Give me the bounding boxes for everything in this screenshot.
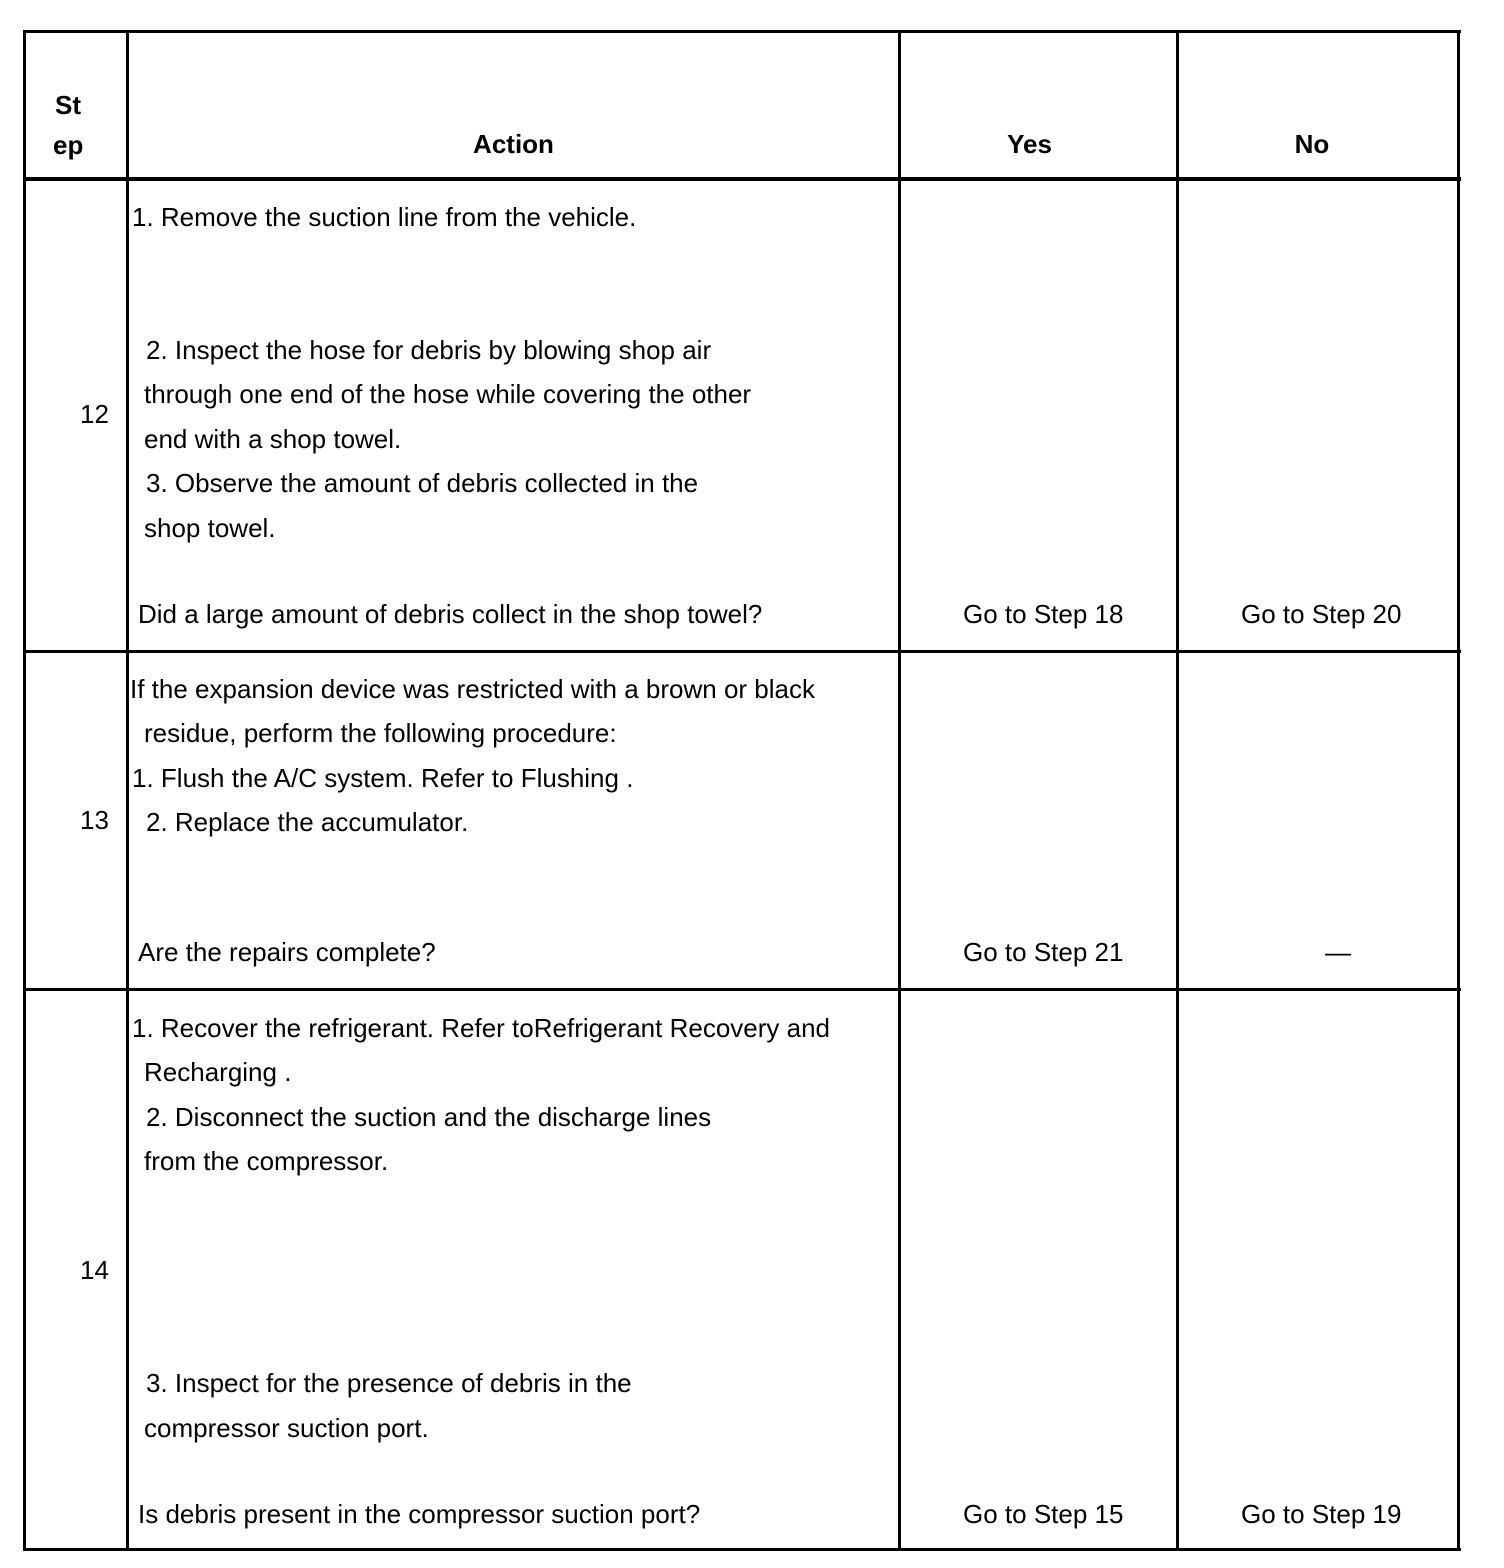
- header-yes: Yes: [1007, 129, 1052, 159]
- header-divider: [23, 177, 1461, 181]
- row-divider: [23, 988, 1461, 991]
- action-question: Is debris present in the compressor suction port?: [138, 1499, 701, 1529]
- action-line: 2. Replace the accumulator.: [146, 807, 469, 837]
- column-divider: [126, 30, 129, 1551]
- yes-result: Go to Step 18: [963, 599, 1124, 629]
- action-line: 2. Inspect the hose for debris by blowing shop air: [146, 335, 712, 365]
- table-border-left: [23, 30, 26, 1551]
- action-line: 1. Recover the refrigerant. Refer toRefrigerant Recovery and: [132, 1013, 831, 1043]
- action-line: compressor suction port.: [144, 1413, 429, 1443]
- action-line: 3. Observe the amount of debris collected in the: [146, 468, 699, 498]
- yes-result: Go to Step 21: [963, 937, 1124, 967]
- action-line: from the compressor.: [144, 1146, 389, 1176]
- action-line: Recharging .: [144, 1057, 292, 1087]
- action-question: Are the repairs complete?: [138, 937, 436, 967]
- action-line: residue, perform the following procedure:: [144, 718, 617, 748]
- action-line: 1. Flush the A/C system. Refer to Flushing .: [132, 763, 634, 793]
- header-step-line1: St: [55, 90, 81, 120]
- header-step-line2: ep: [53, 130, 84, 160]
- action-line: 1. Remove the suction line from the vehicle.: [132, 202, 637, 232]
- step-number: 13: [80, 805, 109, 835]
- yes-result: Go to Step 15: [963, 1499, 1124, 1529]
- column-divider: [898, 30, 901, 1551]
- action-line: 2. Disconnect the suction and the discharge lines: [146, 1102, 712, 1132]
- table-border-top: [23, 30, 1461, 33]
- action-question: Did a large amount of debris collect in the shop towel?: [138, 599, 763, 629]
- step-number: 14: [80, 1255, 109, 1285]
- no-result: —: [1325, 937, 1351, 967]
- row-divider: [23, 650, 1461, 653]
- action-line: shop towel.: [144, 513, 276, 543]
- table-border-bottom: [23, 1548, 1461, 1551]
- header-action: Action: [473, 129, 554, 159]
- action-line: 3. Inspect for the presence of debris in the: [146, 1368, 632, 1398]
- no-result: Go to Step 19: [1241, 1499, 1402, 1529]
- no-result: Go to Step 20: [1241, 599, 1402, 629]
- action-line: If the expansion device was restricted with a brown or black: [130, 674, 816, 704]
- table-border-right: [1457, 30, 1460, 1551]
- action-line: through one end of the hose while covering the other: [144, 379, 752, 409]
- header-no: No: [1294, 129, 1330, 159]
- action-line: end with a shop towel.: [144, 424, 402, 454]
- column-divider: [1176, 30, 1179, 1551]
- step-number: 12: [80, 399, 109, 429]
